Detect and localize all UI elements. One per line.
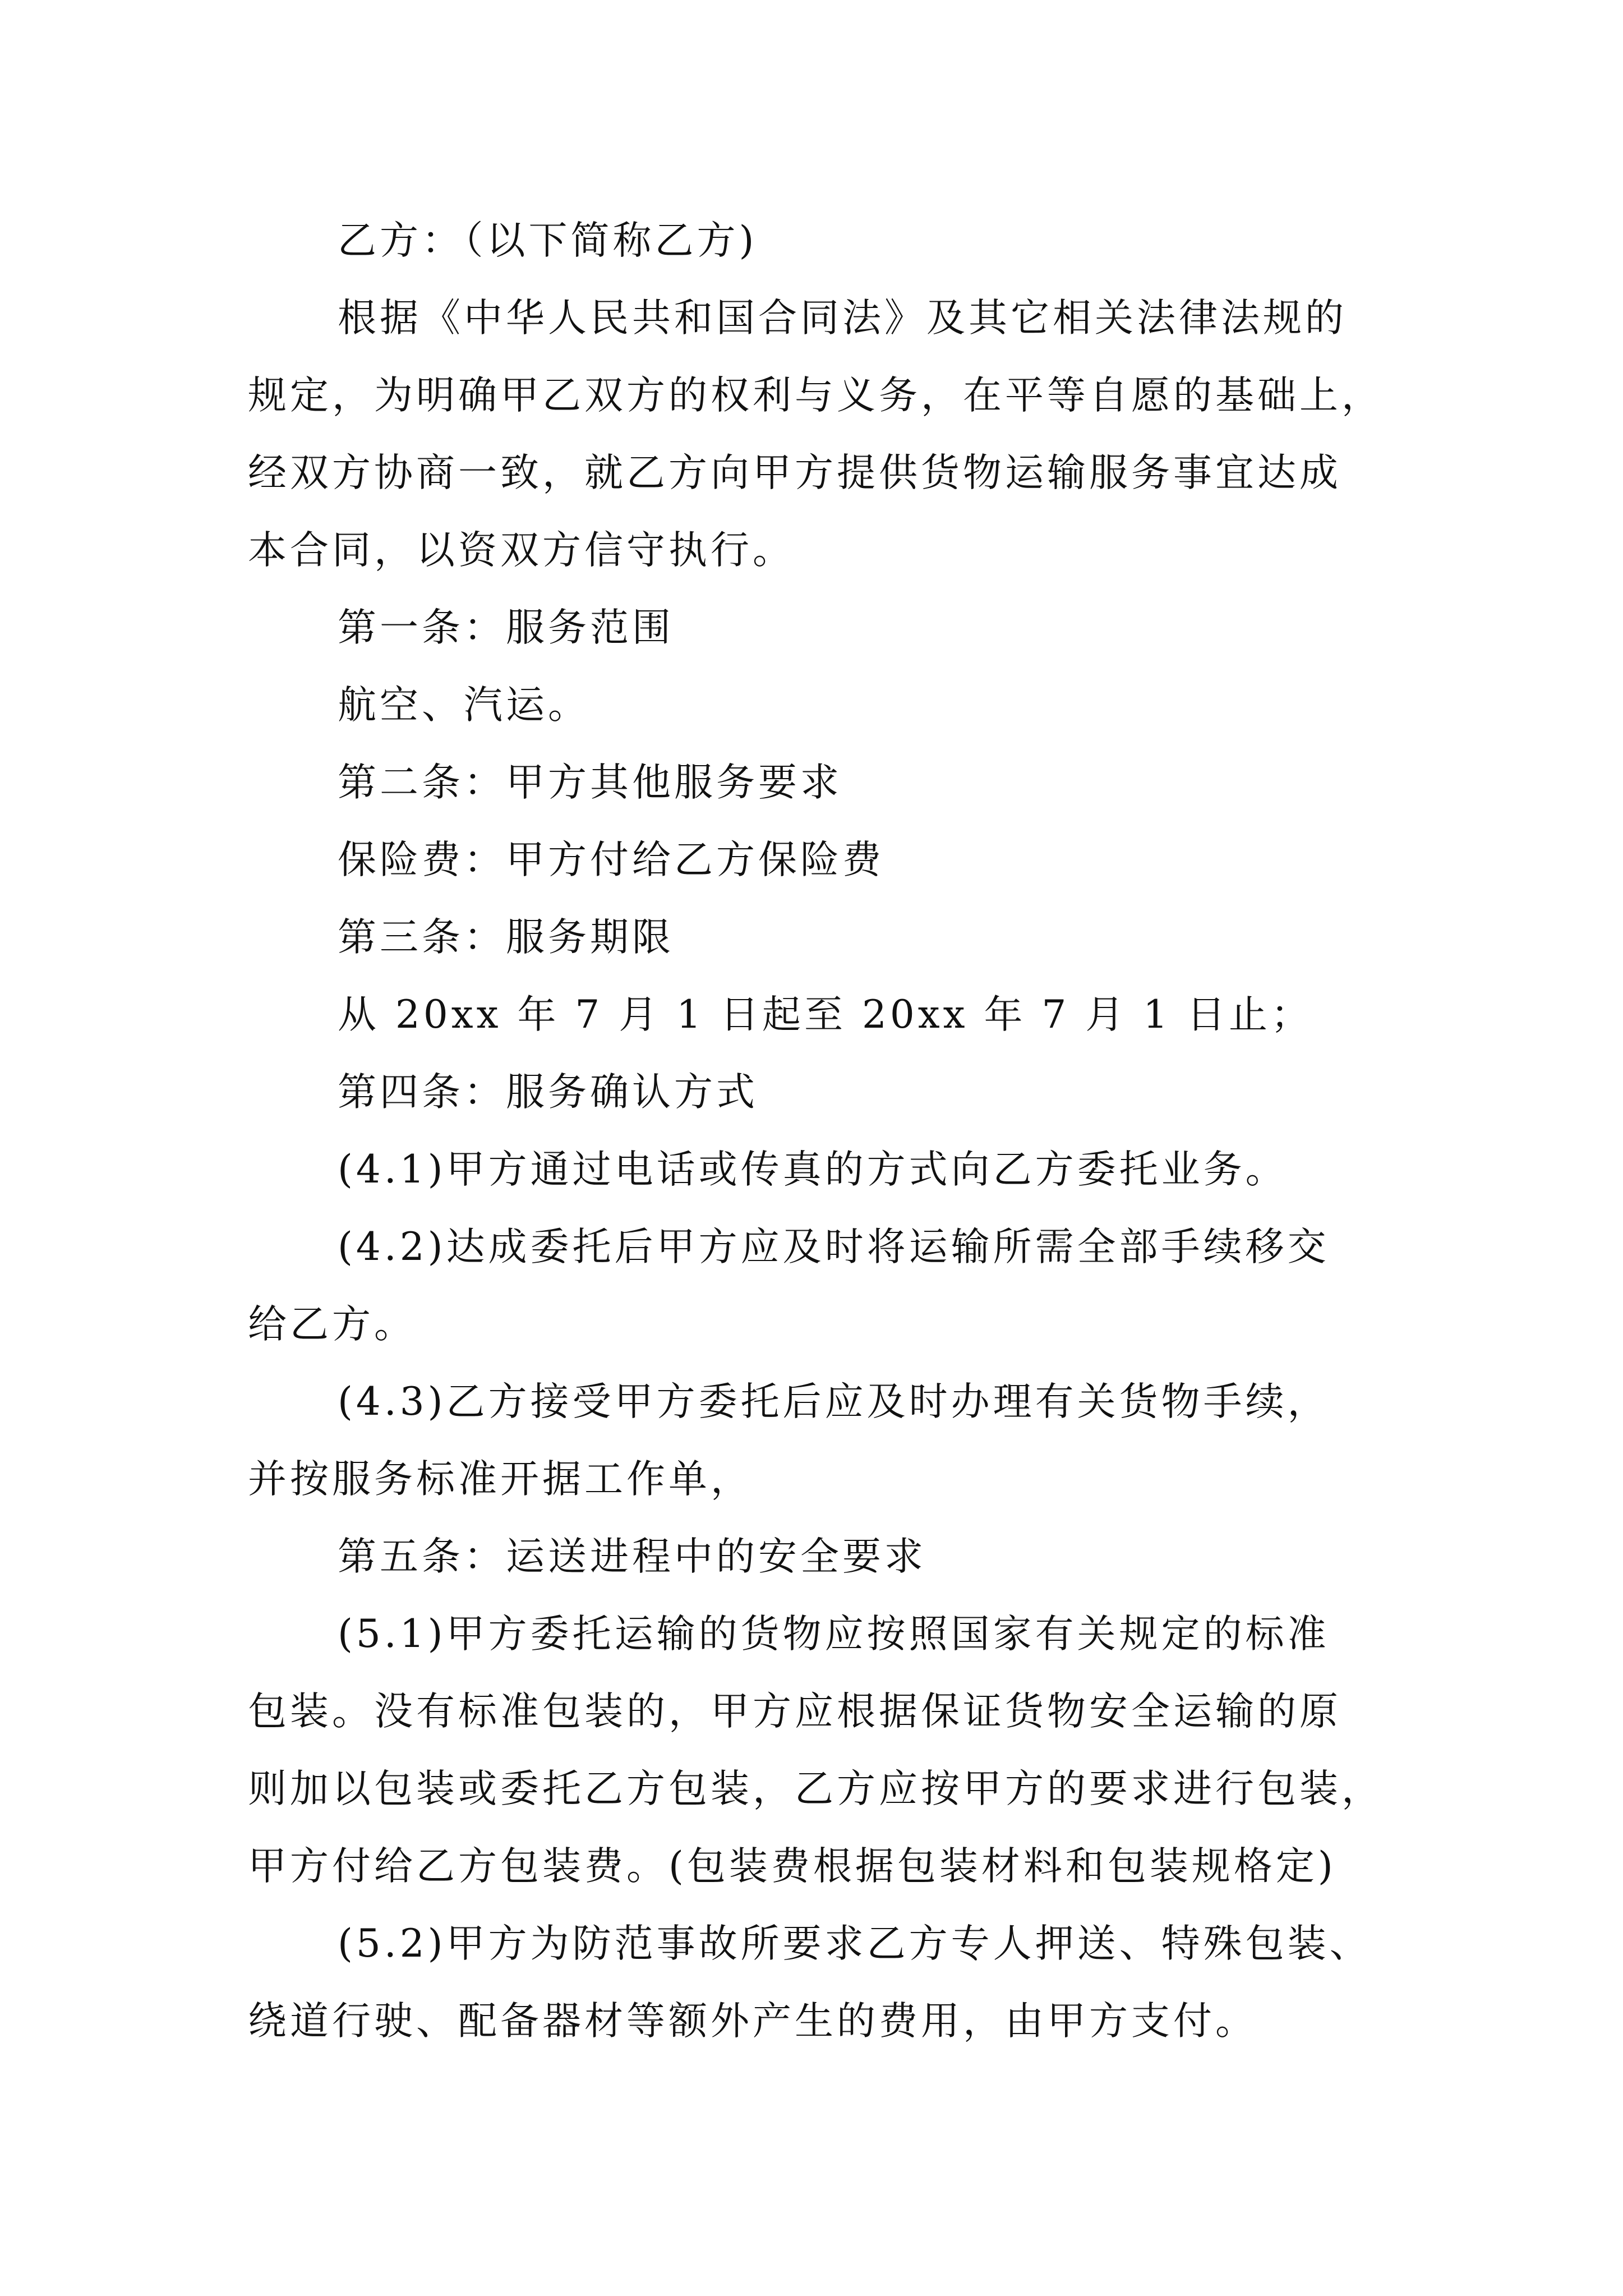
article-heading: 第四条：服务确认方式: [338, 1070, 758, 1115]
contract-body: [248, 202, 1384, 2060]
paragraph-line: 包装。没有标准包装的，甲方应根据保证货物安全运输的原: [248, 1689, 1341, 1734]
paragraph-line: 则加以包装或委托乙方包装，乙方应按甲方的要求进行包装，: [248, 1766, 1384, 1811]
paragraph-line: 保险费：甲方付给乙方保险费: [338, 838, 884, 882]
paragraph-line: (4.3)乙方接受甲方委托后应及时办理有关货物手续，: [338, 1379, 1330, 1424]
paragraph-line: (5.1)甲方委托运输的货物应按照国家有关规定的标准: [338, 1612, 1330, 1657]
article-heading: 第三条：服务期限: [338, 915, 674, 960]
paragraph-line: (4.2)达成委托后甲方应及时将运输所需全部手续移交: [338, 1225, 1330, 1269]
article-heading: 第五条：运送进程中的安全要求: [338, 1534, 926, 1579]
paragraph-line: 给乙方。: [248, 1302, 416, 1347]
paragraph-line: 航空、汽运。: [338, 683, 590, 728]
paragraph-line: 经双方协商一致，就乙方向甲方提供货物运输服务事宜达成: [248, 450, 1341, 495]
article-heading: 第一条：服务范围: [338, 605, 674, 650]
paragraph-line: 并按服务标准开据工作单，: [248, 1457, 753, 1502]
paragraph-line: 甲方付给乙方包装费。(包装费根据包装材料和包装规格定): [248, 1844, 1336, 1889]
paragraph-line: 绕道行驶、配备器材等额外产生的费用，由甲方支付。: [248, 1999, 1257, 2044]
paragraph-line: 根据《中华人民共和国合同法》及其它相关法律法规的: [338, 296, 1347, 341]
article-heading: 第二条：甲方其他服务要求: [338, 760, 842, 805]
paragraph-line: 规定，为明确甲乙双方的权利与义务，在平等自愿的基础上，: [248, 373, 1384, 418]
paragraph-line: 本合同，以资双方信守执行。: [248, 528, 795, 573]
paragraph-line: (5.2)甲方为防范事故所要求乙方专人押送、特殊包装、: [338, 1921, 1372, 1966]
paragraph-line: (4.1)甲方通过电话或传真的方式向乙方委托业务。: [338, 1147, 1288, 1192]
party-b-line: 乙方：（以下简称乙方): [338, 218, 758, 263]
paragraph-line: 从 20xx 年 7 月 1 日起至 20xx 年 7 月 1 日止；: [338, 992, 1313, 1037]
